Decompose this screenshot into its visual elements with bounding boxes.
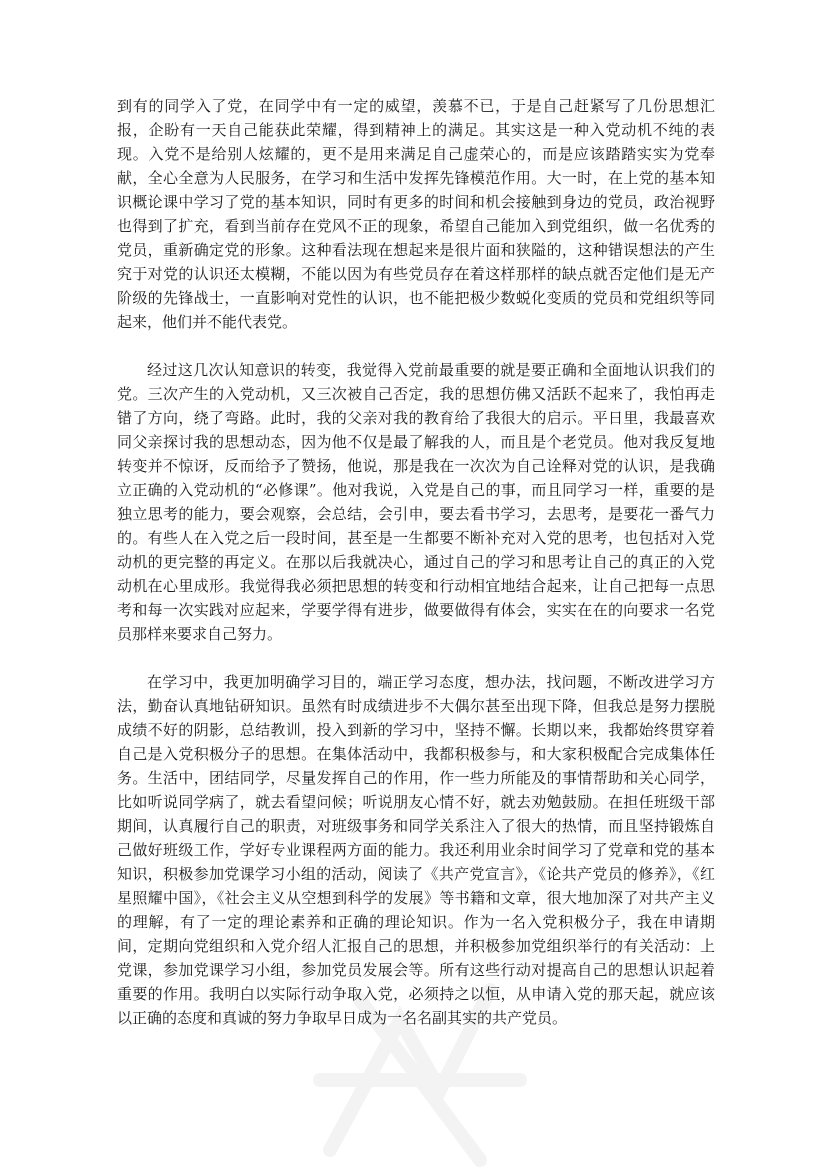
paragraph-2: 经过这几次认知意识的转变，我觉得入党前最重要的就是要正确和全面地认识我们的党。三次产生的入党动机，又三次被自己否定，我的思想仿佛又活跃不起来了，我怕再走错了方向，绕了弯路。此时，我的父亲对我的教育给了我很大的启示。平日里，我最喜欢同父亲探讨我的思想动态，因为他不仅是最了解我的人，而且是个老党员。他对我反复地转变并不惊讶，反而给予了赞扬，他说，那是我在一次次为自己诠释对党的认识，是我确立正确的入党动机的“必修课”。他对我说，入党是自己的事，而且同学习一样，重要的是独立思考的能力，要会观察，会总结，会引申，要去看书学习，去思考，是要花一番气力的。有些人在入党之后一段时间，甚至是一生都要不断补充对入党的思考，也包括对入党动机的更完整的再定义。在那以后我就决心，通过自己的学习和思考让自己的真正的入党动机在心里成形。我觉得我必须把思想的转变和行动相宜地结合起来，让自己把每一点思考和每一次实践对应起来，学要学得有进步，做要做得有体会，实实在在的向要求一名党员那样来要求自己努力。 [117, 361, 715, 643]
document-body [117, 94, 715, 1054]
paragraph-3: 在学习中，我更加明确学习目的，端正学习态度，想办法，找问题，不断改进学习方法，勤奋认真地钻研知识。虽然有时成绩进步不大偶尔甚至出现下降，但我总是努力摆脱成绩不好的阴影，总结教训，投入到新的学习中，坚持不懈。长期以来，我都始终贯穿着自己是入党积极分子的思想。在集体活动中，我都积极参与，和大家积极配合完成集体任务。生活中，团结同学，尽量发挥自己的作用，作一些力所能及的事情帮助和关心同学，比如听说同学病了，就去看望问候；听说朋友心情不好，就去劝勉鼓励。在担任班级干部期间，认真履行自己的职责，对班级事务和同学关系注入了很大的热情，而且坚持锻炼自己做好班级工作，学好专业课程两方面的能力。我还利用业余时间学习了党章和党的基本知识，积极参加党课学习小组的活动，阅读了《共产党宣言》，《论共产党员的修养》，《红星照耀中国》，《社会主义从空想到科学的发展》等书籍和文章，很大地加深了对共产主义的理解，有了一定的理论素养和正确的理论知识。作为一名入党积极分子，我在申请期间，定期向党组织和入党介绍人汇报自己的思想，并积极参加党组织举行的有关活动：上党课，参加党课学习小组，参加党员发展会等。所有这些行动对提高自己的思想认识起着重要的作用。我明白以实际行动争取入党，必须持之以恒，从申请入党的那天起，就应该以正确的态度和真诚的努力争取早日成为一名名副其实的共产党员。 [117, 673, 715, 1027]
paragraph-1: 到有的同学入了党，在同学中有一定的威望，羡慕不已，于是自己赶紧写了几份思想汇报，企盼有一天自己能获此荣耀，得到精神上的满足。其实这是一种入党动机不纯的表现。入党不是给别人炫耀的，更不是用来满足自己虚荣心的，而是应该踏踏实实为党奉献，全心全意为人民服务，在学习和生活中发挥先锋模范作用。大一时，在上党的基本知识概论课中学习了党的基本知识，同时有更多的时间和机会接触到身边的党员，政治视野也得到了扩充，看到当前存在党风不正的现象，希望自己能加入到党组织，做一名优秀的党员，重新确定党的形象。这种看法现在想起来是很片面和狭隘的，这种错误想法的产生究于对党的认识还太模糊，不能以因为有些党员存在着这样那样的缺点就否定他们是无产阶级的先锋战士，一直影响对党性的认识，也不能把极少数蜕化变质的党员和党组织等同起来，他们并不能代表党。 [117, 97, 715, 331]
